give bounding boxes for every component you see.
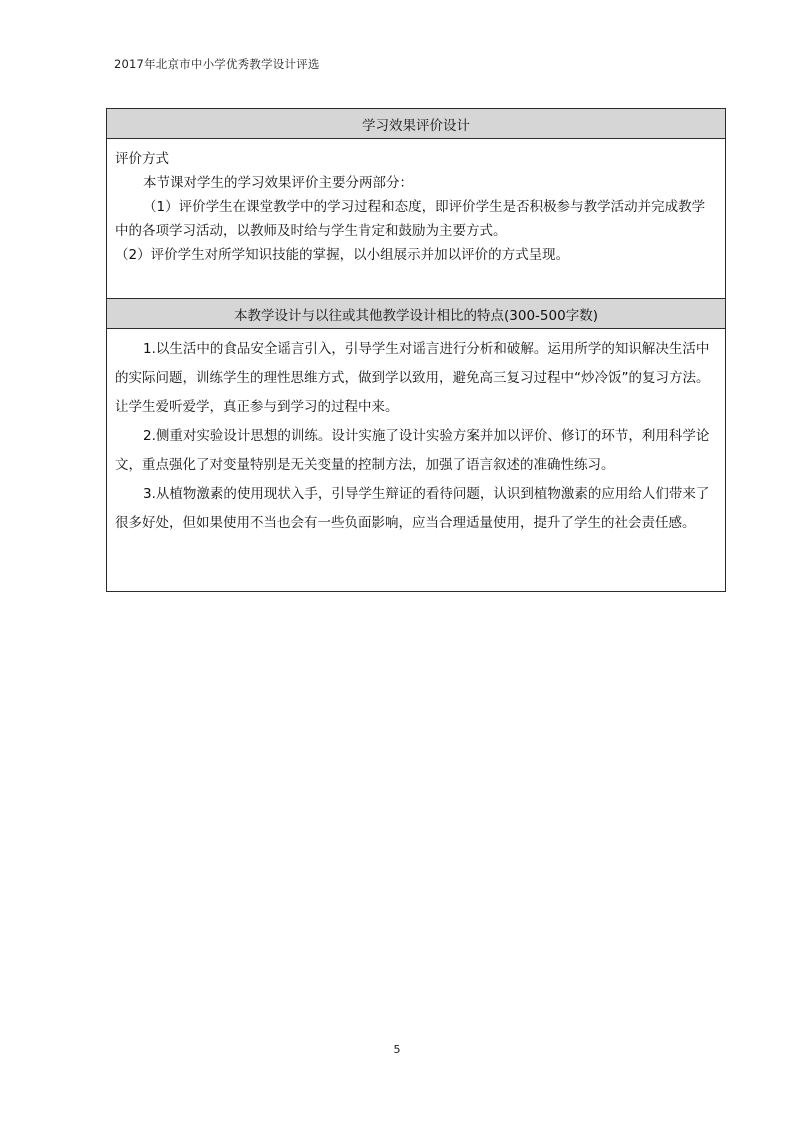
evaluation-item-2: （2）评价学生对所学知识技能的掌握，以小组展示并加以评价的方式呈现。 [115, 247, 570, 263]
features-cell [107, 329, 725, 591]
evaluation-intro: 本节课对学生的学习效果评价主要分两部分： [143, 175, 413, 191]
features-heading: 本教学设计与以往或其他教学设计相比的特点(300-500字数) [107, 298, 725, 329]
evaluation-heading: 学习效果评价设计 [107, 109, 725, 139]
evaluation-item-1: （1）评价学生在课堂教学中的学习过程和态度，即评价学生是否积极参与教学活动并完成教学中的各项学习活动，以教师及时给与学生肯定和鼓励为主要方式。 [115, 199, 706, 239]
feature-paragraph-1: 1.以生活中的食品安全谣言引入，引导学生对谣言进行分析和破解。运用所学的知识解决生活中的实际问题，训练学生的理性思维方式，做到学以致用，避免高三复习过程中“炒冷饭”的复习方法。让学生爱听爱学，真正参与到学习的过程中来。 [115, 341, 710, 415]
feature-paragraph-2: 2.侧重对实验设计思想的训练。设计实施了设计实验方案并加以评价、修订的环节，利用科学论文，重点强化了对变量特别是无关变量的控制方法，加强了语言叙述的准确性练习。 [115, 428, 710, 473]
feature-paragraph-3: 3.从植物激素的使用现状入手，引导学生辩证的看待问题，认识到植物激素的应用给人们带来了很多好处，但如果使用不当也会有一些负面影响，应当合理适量使用，提升了学生的社会责任感。 [115, 486, 710, 531]
evaluation-label: 评价方式 [115, 151, 169, 167]
page-number: 5 [393, 1043, 401, 1056]
evaluation-cell [107, 139, 725, 298]
content-table [106, 108, 726, 592]
document-header: 2017年北京市中小学优秀教学设计评选 [114, 57, 320, 71]
